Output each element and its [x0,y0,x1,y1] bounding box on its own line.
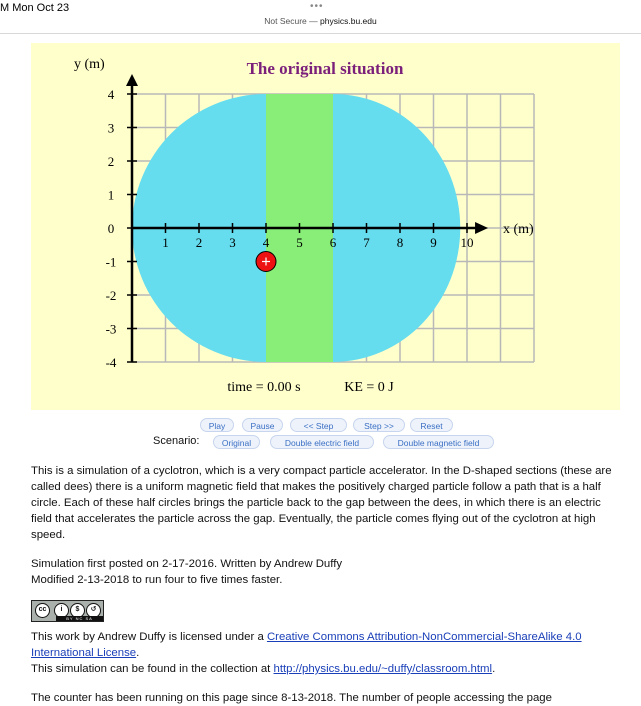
url-host: physics.bu.edu [320,16,377,26]
time-readout: time = 0.00 s [227,380,301,395]
x-tick-label: 9 [430,235,437,250]
status-bar [0,0,641,16]
y-tick-label: -1 [105,254,117,270]
counter-text: The counter has been running on this page since 8-13-2018. The number of people accessing the page [31,692,552,704]
sa-icon: ↺ [86,603,101,618]
scenario-double-electric-button[interactable]: Double electric field [270,435,374,449]
x-tick-label: 7 [363,235,370,250]
y-axis-arrow [126,74,138,86]
sim-title: The original situation [246,59,404,78]
play-button[interactable]: Play [200,418,234,432]
x-axis-arrow [475,222,488,234]
license-suffix: . [136,647,140,659]
x-tick-label: 3 [229,235,236,250]
x-axis-label: x (m) [503,222,534,237]
scenario-original-button[interactable]: Original [213,435,260,449]
divider [0,33,641,34]
particle [256,252,276,272]
y-tick-label: 3 [107,120,115,136]
y-tick-label: 2 [107,154,115,169]
by-icon: i [54,603,69,618]
pause-button[interactable]: Pause [242,418,283,432]
security-label: Not Secure — [264,16,321,26]
ke-readout: KE = 0 J [344,380,394,395]
y-tick-label: 1 [107,187,115,203]
description-paragraph: This is a simulation of a cyclotron, which is a very compact particle accelerator. In the D-shaped sections (these are called dees) there is a uniform magnetic field that makes the positively charged particle follow a path that is a half circle. Each of these half circles brings the particle back to the gap between the dees, in which there is an electric field that accelerates the particle across the gap. Eventually, the particle comes flying out of the cyclotron at high speed. [31,465,612,541]
license-text [31,629,621,677]
license-link[interactable]: Creative Commons Attribution-NonCommercial-ShareAlike 4.0 International License [31,631,582,659]
credits [31,556,621,588]
x-tick-label: 1 [162,235,169,250]
collection-prefix: This simulation can be found in the collection at [31,663,274,675]
y-tick-label: -3 [105,321,117,337]
step-forward-button[interactable]: Step >> [353,418,405,432]
y-tick-label: 0 [107,221,115,236]
more-dots-icon[interactable]: ••• [310,1,324,12]
y-tick-label: 4 [107,87,115,102]
nc-icon: $ [70,603,85,618]
simulation-panel[interactable] [31,43,620,410]
badge-strip: BY NC SA [56,616,103,621]
status-time: M Mon Oct 23 [0,2,70,14]
reset-button[interactable]: Reset [410,418,453,432]
x-tick-label: 2 [195,235,203,250]
y-tick-label: -4 [105,355,117,370]
collection-suffix: . [492,663,496,675]
scenario-label: Scenario: [153,435,200,447]
x-tick-label: 5 [296,235,303,250]
x-tick-label: 6 [329,235,337,250]
x-tick-label: 10 [460,235,474,250]
x-tick-label: 4 [262,235,270,250]
credits-line-2: Modified 2-13-2018 to run four to five times faster. [31,574,283,586]
y-axis-label: y (m) [74,57,105,72]
scenario-double-magnetic-button[interactable]: Double magnetic field [383,435,494,449]
cc-icon: cc [35,603,50,618]
step-back-button[interactable]: << Step [290,418,347,432]
license-prefix: This work by Andrew Duffy is licensed under a [31,631,267,643]
url-bar[interactable] [0,16,641,32]
credits-line-1: Simulation first posted on 2-17-2016. Written by Andrew Duffy [31,558,343,570]
collection-link[interactable]: http://physics.bu.edu/~duffy/classroom.html [273,663,493,675]
x-tick-label: 8 [396,235,404,250]
y-tick-label: -2 [105,288,117,303]
cc-license-badge[interactable] [31,600,104,622]
simulation-canvas [31,43,620,410]
